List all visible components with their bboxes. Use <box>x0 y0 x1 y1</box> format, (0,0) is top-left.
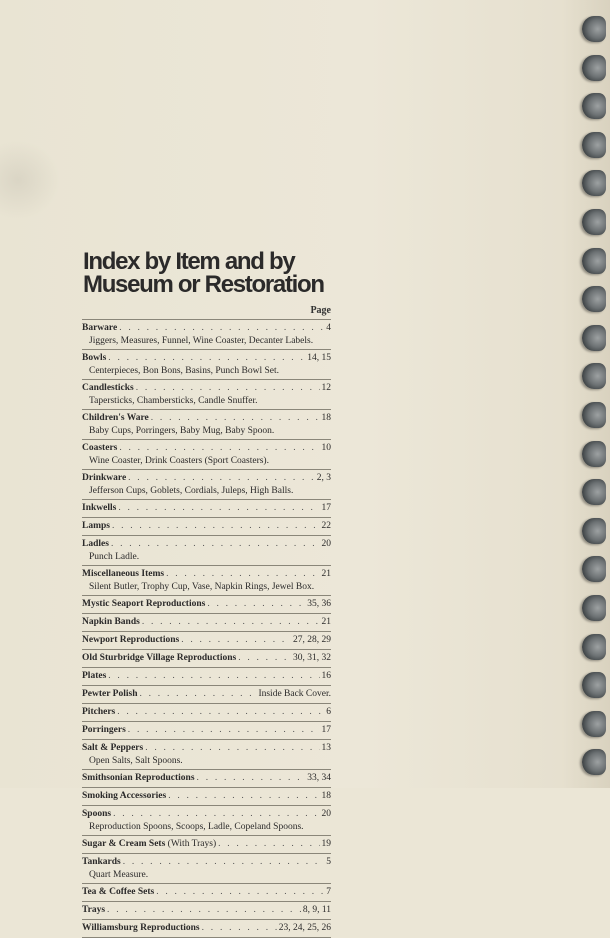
index-entry-line <box>82 856 331 869</box>
index-entry <box>82 565 331 595</box>
index-entry-pages: 21 <box>321 617 331 627</box>
index-entry-line <box>82 706 331 719</box>
dot-leader <box>112 520 320 533</box>
page-column-header: Page <box>310 305 331 316</box>
index-entry-name: Pitchers <box>82 707 116 717</box>
index-entry-pages: 12 <box>321 383 331 393</box>
index-entry <box>82 613 331 631</box>
index-entry-name: Salt & Peppers <box>82 743 144 753</box>
index-entry-suffix: (With Trays) <box>165 839 217 849</box>
index-entry <box>82 517 331 535</box>
dot-leader <box>156 886 324 899</box>
index-entry <box>82 835 331 853</box>
index-entry-name: Barware <box>82 323 118 333</box>
index-entry-line <box>82 670 331 683</box>
index-entry-name: Plates <box>82 671 107 681</box>
index-entry <box>82 319 331 349</box>
index-entry-name: Candlesticks <box>82 383 134 393</box>
index-entry-name: Mystic Seaport Reproductions <box>82 599 206 609</box>
index-entry-pages: 14, 15 <box>307 353 331 363</box>
index-table <box>82 305 331 938</box>
index-entry-line <box>82 412 331 425</box>
index-entry-pages: 7 <box>326 887 331 897</box>
dot-leader <box>202 922 277 935</box>
index-entry-line <box>82 352 331 365</box>
index-entry-line <box>82 808 331 821</box>
binding-ring <box>582 325 606 351</box>
index-entry-name: Smoking Accessories <box>82 791 167 801</box>
index-entry-pages: 27, 28, 29 <box>293 635 331 645</box>
index-entry-line <box>82 922 331 935</box>
binding-ring <box>582 634 606 660</box>
index-entry-name: Miscellaneous Items <box>82 569 165 579</box>
index-entry-name: Tea & Coffee Sets <box>82 887 155 897</box>
index-entry-pages: 17 <box>321 725 331 735</box>
dot-leader <box>140 688 257 701</box>
index-entry-name: Sugar & Cream Sets <box>82 839 166 849</box>
index-entry-line <box>82 538 331 551</box>
index-entry <box>82 595 331 613</box>
index-entry-name: Spoons <box>82 809 112 819</box>
binding-ring <box>582 132 606 158</box>
dot-leader <box>145 742 319 755</box>
index-entry-line <box>82 688 331 701</box>
index-entry <box>82 787 331 805</box>
index-entry-pages: 2, 3 <box>316 473 331 483</box>
binding-ring <box>582 209 606 235</box>
dot-leader <box>197 772 306 785</box>
index-entry <box>82 535 331 565</box>
index-entry-pages: 5 <box>326 857 331 867</box>
index-entry <box>82 667 331 685</box>
index-entry-name: Coasters <box>82 443 118 453</box>
index-entry-pages: 10 <box>321 443 331 453</box>
index-entry-line <box>82 634 331 647</box>
dot-leader <box>168 790 319 803</box>
paper-smudge <box>0 140 60 220</box>
binding-ring <box>582 170 606 196</box>
index-entry-name: Napkin Bands <box>82 617 140 627</box>
index-entry-name: Drinkware <box>82 473 127 483</box>
dot-leader <box>128 724 320 737</box>
index-entry-subitems: Tapersticks, Chambersticks, Candle Snuffer. <box>89 396 258 406</box>
index-entry-name: Bowls <box>82 353 107 363</box>
index-entry-name: Trays <box>82 905 106 915</box>
index-entry <box>82 721 331 739</box>
index-entry-line <box>82 742 331 755</box>
index-entry-line <box>82 652 331 665</box>
dot-leader <box>207 598 305 611</box>
index-entry <box>82 805 331 835</box>
dot-leader <box>113 808 319 821</box>
index-entry-line <box>82 568 331 581</box>
index-entry-pages: 20 <box>321 539 331 549</box>
binding-ring <box>582 16 606 42</box>
index-entry-subitems: Centerpieces, Bon Bons, Basins, Punch Bowl Set. <box>89 366 279 376</box>
dot-leader <box>111 538 320 551</box>
index-entry <box>82 703 331 721</box>
index-entry <box>82 379 331 409</box>
binding-ring <box>582 556 606 582</box>
page-title <box>83 250 383 296</box>
index-entry-pages: 19 <box>321 839 331 849</box>
index-entry <box>82 499 331 517</box>
dot-leader <box>119 322 324 335</box>
dot-leader <box>119 442 319 455</box>
index-entry-pages: 22 <box>321 521 331 531</box>
index-entry-subitems: Reproduction Spoons, Scoops, Ladle, Copeland Spoons. <box>89 822 304 832</box>
binding-ring <box>582 55 606 81</box>
dot-leader <box>181 634 291 647</box>
index-entry-pages: 35, 36 <box>307 599 331 609</box>
index-entries <box>82 319 331 938</box>
dot-leader <box>108 352 305 365</box>
index-entry-subitems: Punch Ladle. <box>89 552 140 562</box>
index-entry-line <box>82 322 331 335</box>
index-entry <box>82 631 331 649</box>
dot-leader <box>136 382 320 395</box>
index-entry-name: Pewter Polish <box>82 689 138 699</box>
index-entry-pages: 20 <box>321 809 331 819</box>
index-entry-pages: 6 <box>326 707 331 717</box>
binding-ring <box>582 518 606 544</box>
index-entry-subitems: Jiggers, Measures, Funnel, Wine Coaster, Decanter Labels. <box>89 336 314 346</box>
index-entry-name: Ladles <box>82 539 109 549</box>
index-entry-line <box>82 616 331 629</box>
index-entry <box>82 883 331 901</box>
dot-leader <box>166 568 319 581</box>
index-entry-subitems: Wine Coaster, Drink Coasters (Sport Coasters). <box>89 456 269 466</box>
index-entry-pages: 16 <box>321 671 331 681</box>
index-entry-subitems: Quart Measure. <box>89 870 149 880</box>
binding-ring <box>582 479 606 505</box>
index-entry <box>82 439 331 469</box>
index-entry-line <box>82 520 331 533</box>
index-entry-pages: 17 <box>321 503 331 513</box>
index-entry-name: Williamsburg Reproductions <box>82 923 200 933</box>
index-entry-subitems: Silent Butler, Trophy Cup, Vase, Napkin Rings, Jewel Box. <box>89 582 315 592</box>
dot-leader <box>218 838 319 851</box>
index-entry-pages: 13 <box>321 743 331 753</box>
index-entry-subitems: Baby Cups, Porringers, Baby Mug, Baby Spoon. <box>89 426 275 436</box>
index-entry-line <box>82 442 331 455</box>
spiral-binding <box>572 0 610 788</box>
index-entry-pages: Inside Back Cover. <box>258 689 331 699</box>
index-entry <box>82 649 331 667</box>
index-entry-line <box>82 472 331 485</box>
index-entry <box>82 469 331 499</box>
index-entry-name: Old Sturbridge Village Reproductions <box>82 653 237 663</box>
index-entry <box>82 769 331 787</box>
title-line-1: Index by Item and by <box>83 248 295 275</box>
index-entry-name: Smithsonian Reproductions <box>82 773 195 783</box>
index-entry-pages: 18 <box>321 413 331 423</box>
index-entry-name: Inkwells <box>82 503 117 513</box>
dot-leader <box>142 616 320 629</box>
index-entry <box>82 409 331 439</box>
index-entry-line <box>82 772 331 785</box>
index-entry-line <box>82 838 331 851</box>
index-entry-subitems: Jefferson Cups, Goblets, Cordials, Juleps, High Balls. <box>89 486 294 496</box>
index-entry-pages: 30, 31, 32 <box>293 653 331 663</box>
index-entry-pages: 21 <box>321 569 331 579</box>
dot-leader <box>128 472 315 485</box>
binding-ring <box>582 441 606 467</box>
index-entry-pages: 23, 24, 25, 26 <box>278 923 331 933</box>
dot-leader <box>238 652 291 665</box>
index-entry <box>82 901 331 919</box>
index-entry-line <box>82 598 331 611</box>
binding-ring <box>582 595 606 621</box>
dot-leader <box>118 502 319 515</box>
binding-ring <box>582 286 606 312</box>
index-entry-pages: 33, 34 <box>307 773 331 783</box>
dot-leader <box>107 904 301 917</box>
index-entry-pages: 8, 9, 11 <box>302 905 331 915</box>
index-entry <box>82 919 331 938</box>
dot-leader <box>123 856 325 869</box>
index-entry-pages: 4 <box>326 323 331 333</box>
dot-leader <box>117 706 324 719</box>
index-entry <box>82 685 331 703</box>
dot-leader <box>151 412 320 425</box>
index-entry-line <box>82 382 331 395</box>
index-entry-name: Porringers <box>82 725 126 735</box>
binding-ring <box>582 711 606 737</box>
index-entry-line <box>82 904 331 917</box>
binding-ring <box>582 363 606 389</box>
index-entry-name: Tankards <box>82 857 121 867</box>
binding-ring <box>582 749 606 775</box>
index-entry-line <box>82 724 331 737</box>
index-entry-name: Lamps <box>82 521 110 531</box>
index-entry-subitems: Open Salts, Salt Spoons. <box>89 756 183 766</box>
index-entry-name: Children's Ware <box>82 413 149 423</box>
dot-leader <box>108 670 319 683</box>
binding-ring <box>582 248 606 274</box>
index-entry-pages: 18 <box>321 791 331 801</box>
index-entry <box>82 853 331 883</box>
title-line-2: Museum or Restoration <box>83 271 324 298</box>
binding-ring <box>582 93 606 119</box>
index-entry-name: Newport Reproductions <box>82 635 180 645</box>
binding-ring <box>582 672 606 698</box>
binding-ring <box>582 402 606 428</box>
index-entry <box>82 349 331 379</box>
index-entry-line <box>82 886 331 899</box>
index-entry <box>82 739 331 769</box>
index-entry-line <box>82 790 331 803</box>
index-entry-line <box>82 502 331 515</box>
